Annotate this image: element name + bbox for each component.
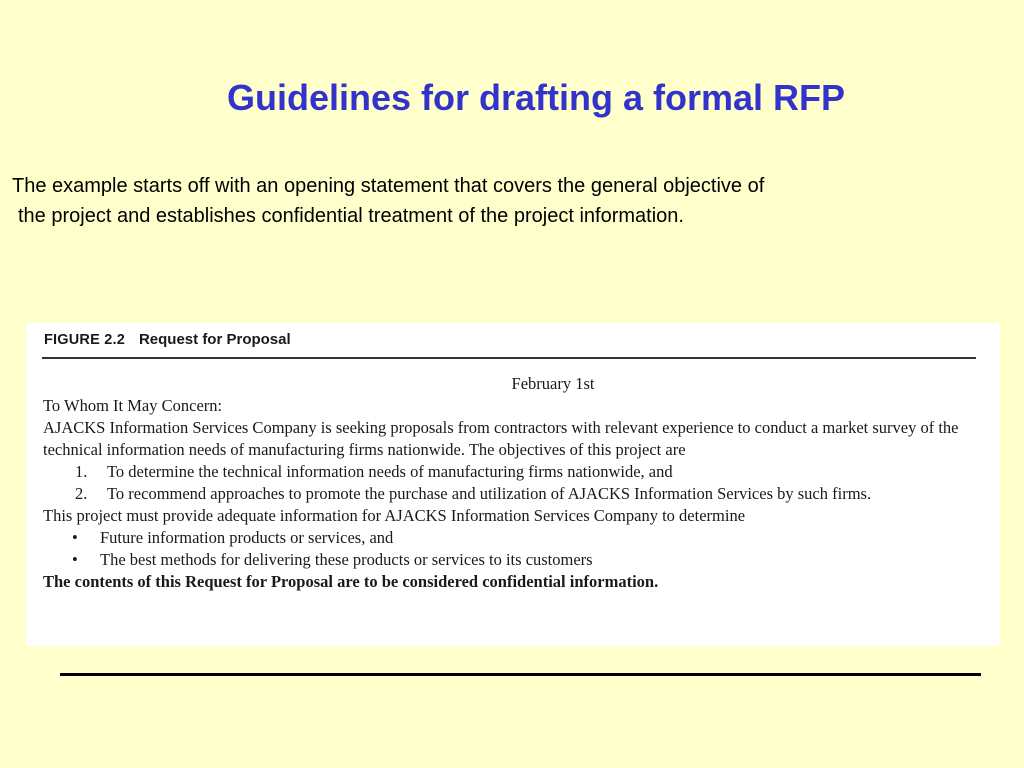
bullet-mark: • [72, 550, 78, 569]
figure-caption: Request for Proposal [138, 331, 291, 348]
intro-line-1: The example starts off with an opening statement that covers the general objective of [12, 175, 765, 197]
bullet-text: Future information products or services, and [100, 528, 394, 547]
letter-date: February 1st [511, 374, 595, 393]
bottom-divider [60, 673, 981, 676]
figure-rule [42, 357, 976, 359]
objective-item [43, 461, 983, 483]
confidential-statement: The contents of this Request for Proposal are to be considered confidential information. [43, 572, 659, 591]
objective-text: To determine the technical information needs of manufacturing firms nationwide, and [107, 462, 673, 481]
bullet-text: The best methods for delivering these products or services to its customers [100, 550, 593, 569]
objective-number: 1. [75, 462, 88, 481]
letter-paragraph-1: AJACKS Information Services Company is seeking proposals from contractors with relevant experience to conduct a market survey of the technical information needs of manufacturing firms nationwide. The objectives of this project are [43, 418, 959, 459]
objective-item [43, 483, 983, 505]
objective-number: 2. [75, 484, 88, 503]
figure-header [44, 331, 291, 348]
figure-number: FIGURE 2.2 [44, 332, 125, 348]
objective-text: To recommend approaches to promote the purchase and utilization of AJACKS Information Services by such firms. [107, 484, 872, 503]
bullet-item [43, 527, 983, 549]
letter-salutation: To Whom It May Concern: [43, 396, 223, 415]
rfp-figure-image [26, 323, 1000, 646]
slide-title: Guidelines for drafting a formal RFP [226, 77, 846, 118]
letter-paragraph-2: This project must provide adequate information for AJACKS Information Services Company to determine [43, 506, 746, 525]
bullet-mark: • [72, 528, 78, 547]
intro-text [12, 171, 1012, 231]
intro-line-2: the project and establishes confidential treatment of the project information. [18, 205, 684, 227]
bullet-item [43, 549, 983, 571]
figure-body [43, 373, 983, 593]
objectives-list [43, 461, 983, 505]
